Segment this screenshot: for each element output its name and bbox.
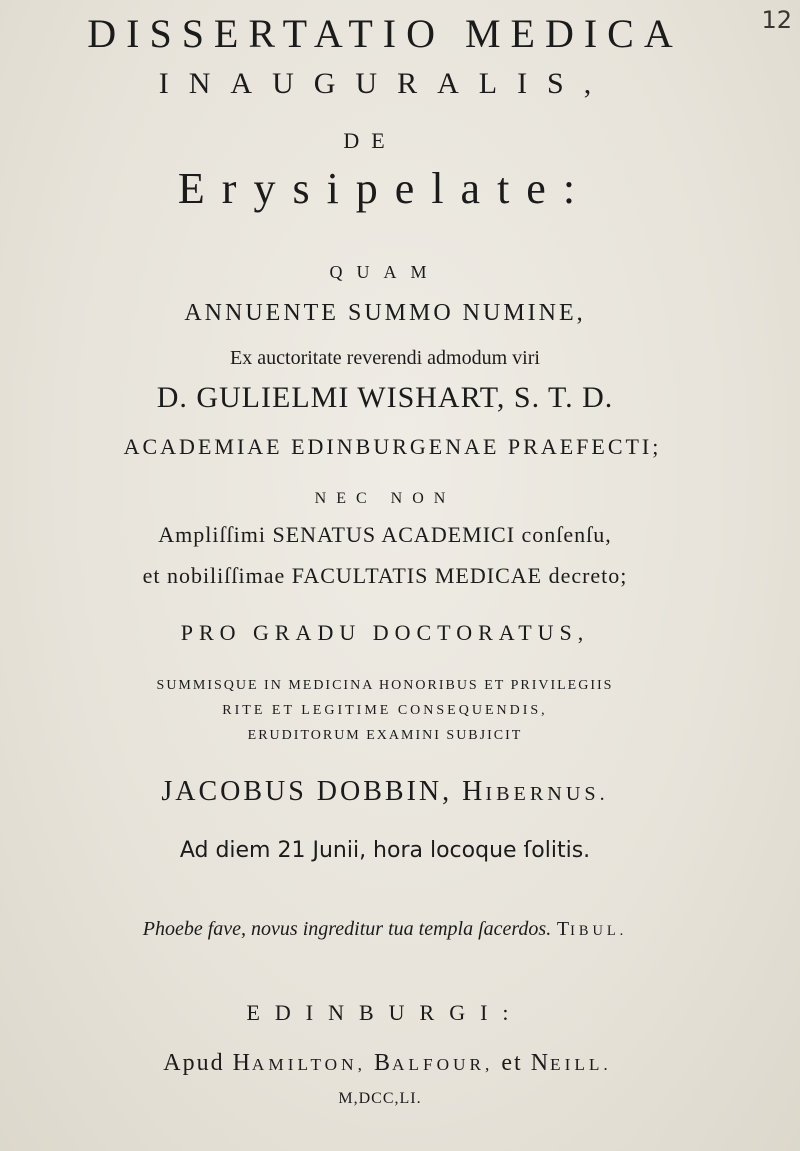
printer-balfour: BALFOUR, xyxy=(373,1050,494,1076)
rite-line: RITE ET LEGITIME CONSEQUENDIS, xyxy=(222,703,548,718)
summis-line: SUMMISQUE IN MEDICINA HONORIBUS ET PRIVILEGIIS xyxy=(156,678,614,693)
epigraph-quote: Phoebe fave, novus ingreditur tua templa ſacerdos. xyxy=(142,918,552,940)
imprint-line xyxy=(0,1050,800,1077)
eruditorum-line: ERUDITORUM EXAMINI SUBJICIT xyxy=(247,728,523,743)
page-number: 12 xyxy=(761,6,792,34)
imprint-apud: Apud xyxy=(163,1050,225,1076)
academiae-line: ACADEMIAE EDINBURGENAE PRAEFECTI; xyxy=(123,434,662,459)
printer-neill: NEILL. xyxy=(530,1050,612,1076)
author-line xyxy=(0,776,800,808)
imprint-date: M,DCC,LI. xyxy=(338,1090,422,1107)
title-erysipelate: Erysipelate: xyxy=(177,164,593,213)
facultatis-line: et nobiliſſimae FACULTATIS MEDICAE decreto; xyxy=(142,563,628,588)
nec-non-line: NEC NON xyxy=(314,490,456,507)
ad-diem-line: Ad diem 21 Junii, hora locoque ſolitis. xyxy=(179,838,591,863)
pro-gradu-line: PRO GRADU DOCTORATUS, xyxy=(180,620,590,645)
author-origin: HIBERNUS. xyxy=(462,776,609,807)
epigraph-source: TIBUL. xyxy=(556,918,628,940)
place-line: EDINBURGI: xyxy=(246,1000,524,1025)
title-dissertatio-medica: DISSERTATIO MEDICA xyxy=(87,11,683,56)
title-inauguralis: INAUGURALIS, xyxy=(158,67,612,100)
printer-hamilton: HAMILTON, xyxy=(232,1050,366,1076)
senatus-line: Ampliſſimi SENATUS ACADEMICI conſenſu, xyxy=(158,522,612,547)
annuente-line: ANNUENTE SUMMO NUMINE, xyxy=(184,300,586,326)
epigraph-line xyxy=(0,918,800,941)
auctoritate-line: Ex auctoritate reverendi admodum viri xyxy=(230,347,540,369)
imprint-et: et xyxy=(501,1050,523,1076)
quam-line: QUAM xyxy=(329,262,441,282)
wishart-line: D. GULIELMI WISHART, S. T. D. xyxy=(156,381,614,414)
title-de: DE xyxy=(343,128,397,153)
author-name: JACOBUS DOBBIN, xyxy=(161,776,453,807)
